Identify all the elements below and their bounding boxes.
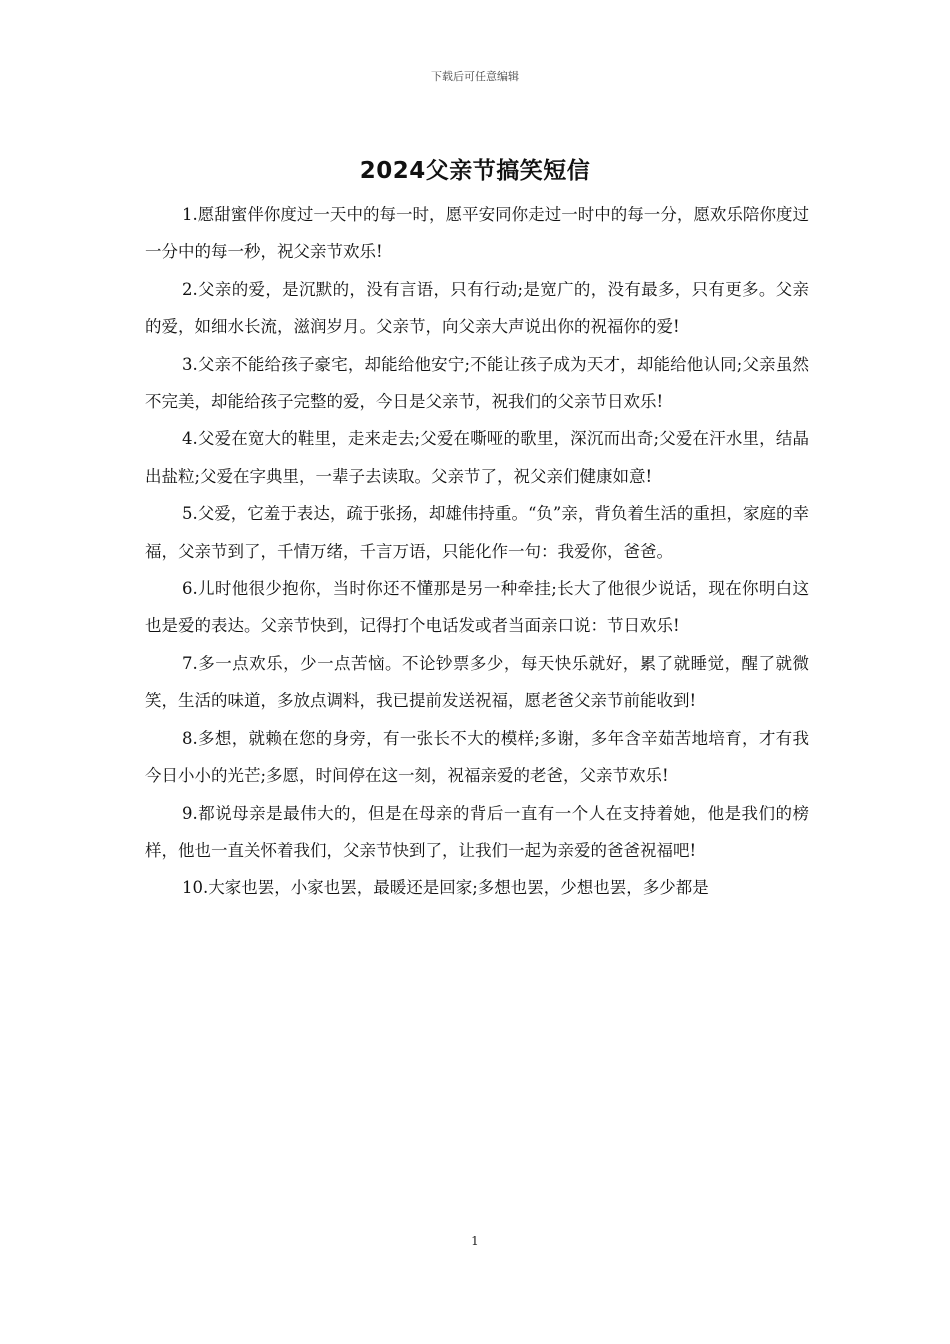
paragraph-2: 2.父亲的爱，是沉默的，没有言语，只有行动;是宽广的，没有最多，只有更多。父亲的爱，如细水长流，滋润岁月。父亲节，向父亲大声说出你的祝福你的爱! bbox=[145, 279, 809, 337]
document-title: 2024父亲节搞笑短信 bbox=[359, 158, 591, 184]
paragraph-7: 7.多一点欢乐，少一点苦恼。不论钞票多少，每天快乐就好，累了就睡觉，醒了就微笑，生活的味道，多放点调料，我已提前发送祝福，愿老爸父亲节前能收到! bbox=[145, 653, 809, 711]
paragraph-1: 1.愿甜蜜伴你度过一天中的每一时，愿平安同你走过一时中的每一分，愿欢乐陪你度过一分中的每一秒，祝父亲节欢乐! bbox=[145, 205, 809, 262]
paragraph-4: 4.父爱在宽大的鞋里，走来走去;父爱在嘶哑的歌里，深沉而出奇;父爱在汗水里，结晶出盐粒;父爱在字典里，一辈子去读取。父亲节了，祝父亲们健康如意! bbox=[145, 429, 809, 486]
paragraph-9: 9.都说母亲是最伟大的，但是在母亲的背后一直有一个人在支持着她，他是我们的榜样，他也一直关怀着我们，父亲节快到了，让我们一起为亲爱的爸爸祝福吧! bbox=[145, 803, 809, 860]
paragraph-5: 5.父爱，它羞于表达，疏于张扬，却雄伟持重。“负”亲，背负着生活的重担，家庭的幸福，父亲节到了，千情万绪，千言万语，只能化作一句：我爱你，爸爸。 bbox=[145, 504, 809, 561]
paragraph-6: 6.儿时他很少抱你，当时你还不懂那是另一种牵挂;长大了他很少说话，现在你明白这也是爱的表达。父亲节快到，记得打个电话发或者当面亲口说：节日欢乐! bbox=[145, 579, 809, 636]
paragraph-3: 3.父亲不能给孩子豪宅，却能给他安宁;不能让孩子成为天才，却能给他认同;父亲虽然不完美，却能给孩子完整的爱，今日是父亲节，祝我们的父亲节日欢乐! bbox=[145, 354, 809, 412]
document-body bbox=[145, 196, 809, 907]
page-number: 1 bbox=[471, 1234, 479, 1248]
paragraph-10: 10.大家也罢，小家也罢，最暖还是回家;多想也罢，少想也罢，多少都是 bbox=[182, 878, 709, 898]
paragraph-8: 8.多想，就赖在您的身旁，有一张长不大的模样;多谢，多年含辛茹苦地培育，才有我今日小小的光芒;多愿，时间停在这一刻，祝福亲爱的老爸，父亲节欢乐! bbox=[145, 728, 809, 786]
page-header-note: 下载后可任意编辑 bbox=[431, 70, 519, 83]
